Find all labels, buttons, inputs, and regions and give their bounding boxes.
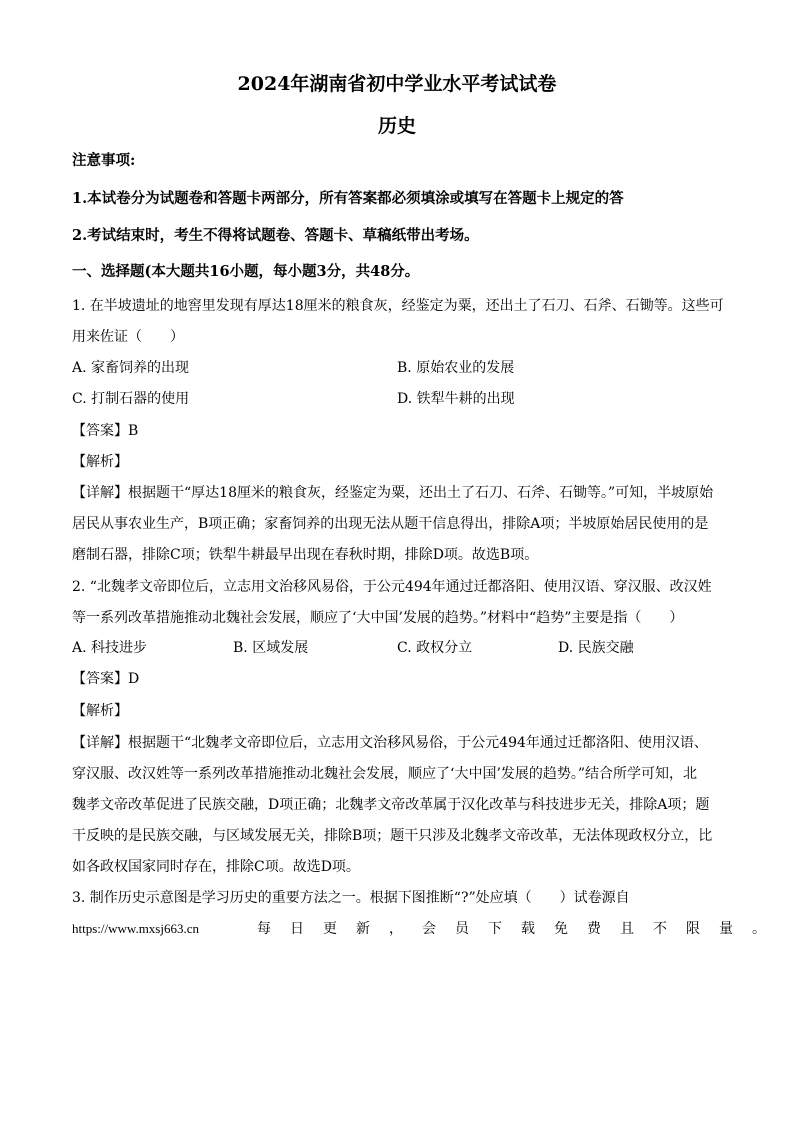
q2-stem-line-1: 2. “北魏孝文帝即位后，立志用文治移风易俗，于公元494年通过迁都洛阳、使用汉语、穿汉服、改汉姓 — [72, 579, 712, 595]
section-heading: 一、选择题(本大题共16小题，每小题3分，共48分。 — [72, 263, 420, 280]
q1-option-c: C. 打制石器的使用 — [72, 391, 190, 407]
q1-detail-line-3: 磨制石器，排除C项；铁犁牛耕最早出现在春秋时期，排除D项。故选B项。 — [72, 547, 539, 563]
notice-item-1: 1.本试卷分为试题卷和答题卡两部分，所有答案都必须填涂或填写在答题卡上规定的答 — [72, 190, 624, 207]
notice-heading: 注意事项: — [72, 152, 136, 169]
q2-option-b: B. 区域发展 — [233, 640, 309, 656]
q2-answer: 【答案】D — [72, 671, 140, 687]
q2-detail-line-5: 如各政权国家同时存在，排除C项。故选D项。 — [72, 859, 360, 875]
q1-option-d: D. 铁犁牛耕的出现 — [397, 391, 515, 407]
q2-stem-line-2: 等一系列改革措施推动北魏社会发展，顺应了‘大中国’发展的趋势。”材料中“趋势”主要是指（ ） — [72, 610, 684, 626]
source-line — [72, 918, 785, 940]
q1-stem-line-1: 1. 在半坡遗址的地窖里发现有厚达18厘米的粮食灰，经鉴定为粟，还出土了石刀、石斧、石锄等。这些可 — [72, 298, 724, 314]
q2-option-c: C. 政权分立 — [397, 640, 473, 656]
q1-answer: 【答案】B — [72, 423, 139, 439]
notice-item-2: 2.考试结束时，考生不得将试题卷、答题卡、草稿纸带出考场。 — [72, 227, 479, 244]
subject-title: 历史 — [377, 115, 416, 137]
source-url-link[interactable]: https://www.mxsj663.cn — [72, 921, 199, 936]
source-notice: 每日更新，会员下载免费且不限量。 — [257, 921, 785, 937]
q2-option-d: D. 民族交融 — [558, 640, 634, 656]
q1-detail-line-1: 【详解】根据题干“厚达18厘米的粮食灰，经鉴定为粟，还出土了石刀、石斧、石锄等。”可知，半坡原始 — [72, 485, 714, 501]
q2-detail-line-1: 【详解】根据题干“北魏孝文帝即位后，立志用文治移风易俗，于公元494年通过迁都洛阳、使用汉语、 — [72, 735, 708, 751]
q2-detail-line-4: 干反映的是民族交融，与区域发展无关，排除B项；题干只涉及北魏孝文帝改革，无法体现政权分立，比 — [72, 828, 713, 844]
q2-option-a: A. 科技进步 — [72, 640, 148, 656]
q3-stem-line-1: 3. 制作历史示意图是学习历史的重要方法之一。根据下图推断“?”处应填（ ）试卷源自 — [72, 890, 630, 906]
q2-detail-line-2: 穿汉服、改汉姓等一系列改革措施推动北魏社会发展，顺应了‘大中国’发展的趋势。”结合所学可知，北 — [72, 766, 698, 782]
q1-analysis-label: 【解析】 — [72, 454, 128, 470]
exam-title: 2024年湖南省初中学业水平考试试卷 — [237, 73, 557, 95]
q1-option-a: A. 家畜饲养的出现 — [72, 360, 190, 376]
q1-option-b: B. 原始农业的发展 — [397, 360, 515, 376]
q1-detail-line-2: 居民从事农业生产，B项正确；家畜饲养的出现无法从题干信息得出，排除A项；半坡原始居民使用的是 — [72, 516, 709, 532]
q1-stem-line-2: 用来佐证（ ） — [72, 329, 184, 345]
q2-analysis-label: 【解析】 — [72, 703, 128, 719]
q2-detail-line-3: 魏孝文帝改革促进了民族交融，D项正确；北魏孝文帝改革属于汉化改革与科技进步无关，排除A项；题 — [72, 797, 710, 813]
